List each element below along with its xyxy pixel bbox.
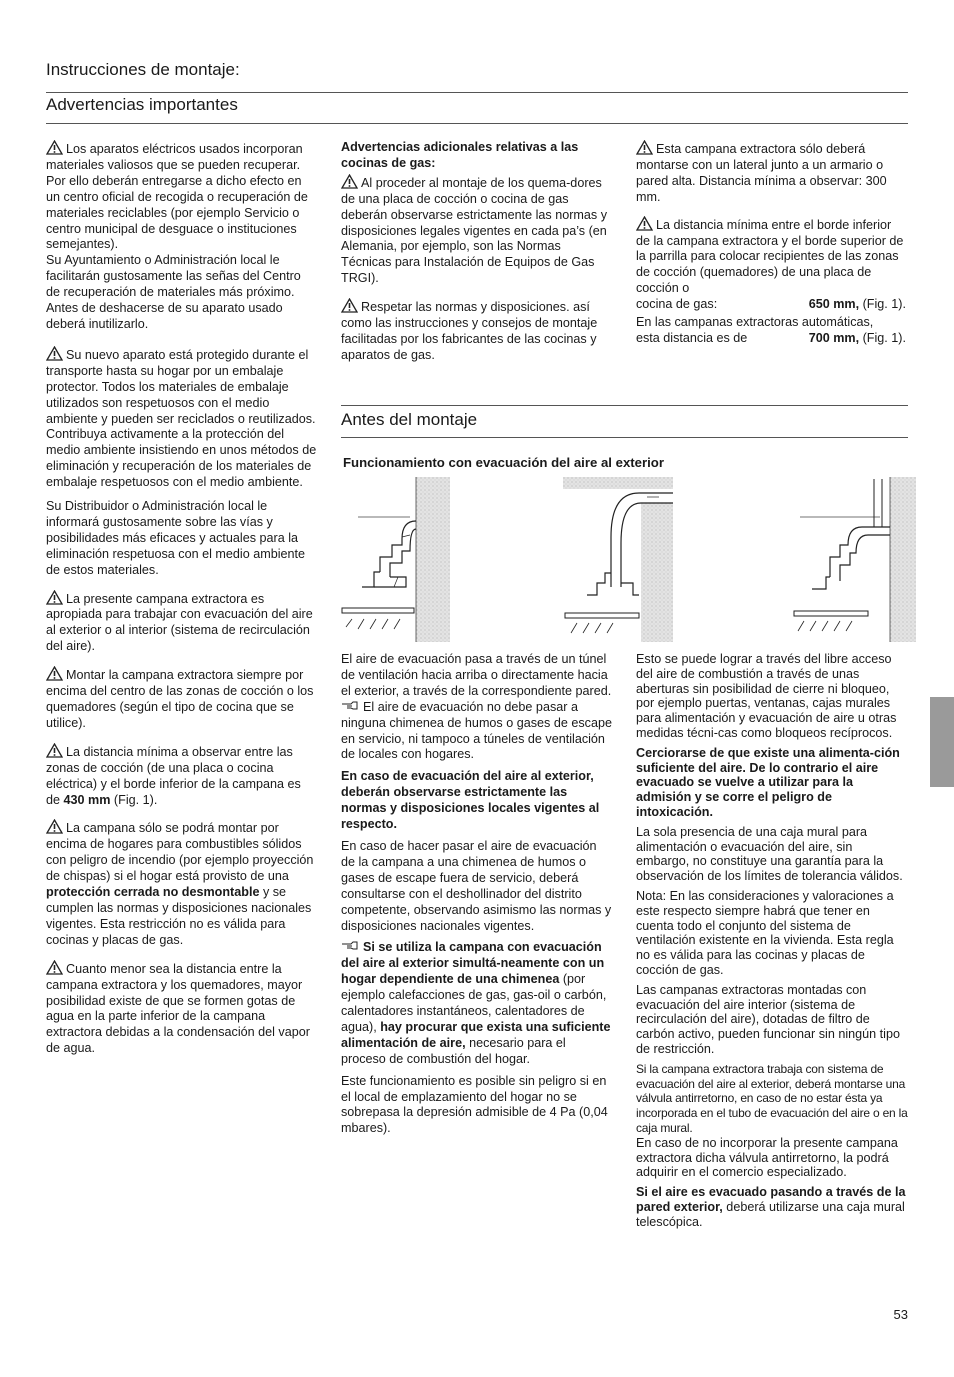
warning-icon bbox=[46, 819, 63, 834]
section-heading: Advertencias importantes bbox=[46, 95, 238, 114]
paragraph: En las campanas extractoras automáticas, bbox=[636, 315, 874, 330]
warning-icon bbox=[46, 346, 63, 361]
paragraph: Cerciorarse de que existe una alimenta-ción suficiente del aire. De lo contrario el aire evacuado se vuelve a utilizar para la admisión y se corre el peligro de intoxicación. bbox=[636, 745, 900, 819]
paragraph: Montar la campana extractora siempre por encima del centro de las zonas de cocción o los quemadores (según el tipo de cocina que se utilice). bbox=[46, 668, 314, 730]
pointing-hand-icon bbox=[341, 941, 359, 951]
warning-icon bbox=[341, 298, 358, 313]
paragraph: Esta campana extractora sólo deberá montarse con un lateral junto a un armario o pared alta. Distancia mínima a observar: 300 mm. bbox=[636, 142, 887, 204]
paragraph: Si el aire es evacuado pasando a través de la pared exterior, deberá utilizarse una caja mural telescópica. bbox=[636, 1185, 906, 1229]
paragraph: Antes de deshacerse de su aparato usado deberá inutilizarlo. bbox=[46, 301, 283, 331]
section-tab-marker bbox=[930, 697, 954, 787]
warning-icon bbox=[46, 960, 63, 975]
warning-icon bbox=[636, 216, 653, 231]
paragraph: El aire de evacuación no debe pasar a ninguna chimenea de humos o gases de escape en servicio, ni tampoco a túneles de ventilación de locales con hogares. bbox=[341, 699, 612, 762]
paragraph: La distancia mínima entre el borde inferior de la campana extractora y el borde superior de la parrilla para colocar recipientes de las zonas de cocción (quemadores) de una placa de cocción o bbox=[636, 217, 904, 296]
paragraph: Al proceder al montaje de los quema-dores de una placa de cocción o cocina de gas deberán observarse estrictamente las normas y disposiciones legales vigentes en cada pa’s (en Alemania, por ejemplo, son las Normas Técnicas para Instalación de Equipos de Gas TRGI). bbox=[341, 175, 607, 286]
paragraph: Nota: En las consideraciones y valoraciones a este respecto siempre habrá que tener en cuenta todo el conjunto del sistema de ventilación existente en la vivienda. Esta regla no es válida para las cocinas y placas de cocción de gas. bbox=[636, 888, 894, 977]
document-title: Instrucciones de montaje: bbox=[46, 60, 240, 79]
exhaust-diagram-wall-bend bbox=[563, 477, 673, 642]
section2-subheading: Funcionamiento con evacuación del aire al exterior bbox=[343, 455, 664, 470]
paragraph: Cuanto menor sea la distancia entre la campana extractora y los quemadores, mayor posibilidad existe de que se formen gotas de agua en la parte inferior de la campana extractora debidas a la condensación del vapor de agua. bbox=[46, 961, 310, 1056]
paragraph: La sola presencia de una caja mural para alimentación o evacuación del aire, sin embargo, no constituye una garantía para la observación de los límites de tolerancia válidos. bbox=[636, 824, 903, 884]
middle-bottom-column bbox=[341, 652, 613, 1145]
paragraph: Su Ayuntamiento o Administración local le facilitarán gustosamente las señas del Centro de recuperación de materiales más próximo. bbox=[46, 253, 301, 300]
paragraph: En caso de no incorporar la presente campana extractora dicha válvula antirretorno, la podrá adquirir en el comercio especializado. bbox=[636, 1135, 898, 1180]
warning-icon bbox=[46, 666, 63, 681]
paragraph: Este funcionamiento es posible sin peligro si en el local de emplazamiento del hogar no se sobrepasa la depresión admisible de 4 Pa (0,04 mbares). bbox=[341, 1073, 608, 1136]
paragraph: Las campanas extractoras montadas con evacuación del aire interior (sistema de recirculación del aire), dotadas de filtro de carbón activo, pueden funcionar sin ningún tipo de restricción. bbox=[636, 982, 900, 1056]
left-column bbox=[46, 140, 318, 1065]
warning-icon bbox=[341, 174, 358, 189]
paragraph: Los aparatos eléctricos usados incorporan materiales valiosos que se pueden recuperar. Por ello deberán entregarse a dicho efecto en un centro oficial de recogida o recuperación de materiales reciclables (por ejemplo Servicio o centro municipal de desguace o instituciones semejantes). bbox=[46, 142, 308, 252]
exhaust-diagram-roof bbox=[340, 477, 450, 642]
paragraph: Si la campana extractora trabaja con sistema de evacuación del aire al exterior, deberá montarse una válvula antirretorno, en caso de no estar ésta ya incorporada en el tubo de evacuación del aire o en la caja mural. bbox=[636, 1061, 908, 1135]
page-number: 53 bbox=[893, 1307, 908, 1322]
paragraph: Su nuevo aparato está protegido durante el transporte hasta su hogar por un embalaje protector. Todos los materiales de embalaje utilizados son respetuosos con el medio ambiente y pueden ser reciclados o reutilizados. Contribuya activamente a la protección del medio ambiente insistiendo en unos métodos de eliminación y recuperación de los materiales de embalaje respetuosos con el medio ambiente. bbox=[46, 347, 317, 490]
section2-heading: Antes del montaje bbox=[341, 410, 478, 429]
section2-rule-bottom bbox=[341, 437, 908, 438]
paragraph: La campana sólo se podrá montar por encima de hogares para combustibles sólidos con peligro de incendio (por ejemplo proyección de chispas) si el hogar está provisto de una protección cerrada no desmontable y se cumplen las normas y disposiciones nacionales vigentes. Esta restricción no es válida para cocinas y placas de gas. bbox=[46, 821, 314, 947]
paragraph: Esto se puede lograr a través del libre acceso del aire de combustión a través de unas aberturas sin posibilidad de cierre ni bloqueo, por ejemplo puertas, ventanas, cajas murales para alimentación y evacuación de aire u otras medidas técni-cas como bloqueos recíprocos. bbox=[636, 652, 897, 740]
warning-icon bbox=[46, 140, 63, 155]
distance-row: cocina de gas: 650 mm, (Fig. 1). bbox=[636, 297, 906, 312]
paragraph: La presente campana extractora es apropiada para trabajar con evacuación del aire al exterior o al interior (sistema de recirculación del aire). bbox=[46, 591, 313, 654]
warning-icon bbox=[636, 140, 653, 155]
gas-warnings-heading: Advertencias adicionales relativas a las cocinas de gas: bbox=[341, 140, 579, 170]
paragraph: Respetar las normas y disposiciones. así como las instrucciones y consejos de montaje facilitadas por los fabricantes de las cocinas y aparatos de gas. bbox=[341, 300, 598, 362]
right-bottom-column bbox=[636, 652, 908, 1237]
warning-icon bbox=[46, 743, 63, 758]
paragraph: Si se utiliza la campana con evacuación del aire al exterior simultá-neamente con un hogar dependiente de una chimenea (por ejemplo calefacciones de gas, gas-oil o carbón, calentadores instantáneos, calentadores de agua), hay procurar que exista una suficiente alimentación de aire, necesario para el proceso de combustión del hogar. bbox=[341, 940, 611, 1066]
header-rule bbox=[46, 92, 908, 93]
exhaust-diagram-wall-direct bbox=[790, 477, 916, 642]
pointing-hand-icon bbox=[341, 701, 359, 711]
warning-icon bbox=[46, 590, 63, 605]
paragraph: En caso de evacuación del aire al exterior, deberán observarse estrictamente las normas y disposiciones locales vigentes al respecto. bbox=[341, 769, 600, 832]
paragraph: Su Distribuidor o Administración local le informará gustosamente sobre las vías y posibilidades más eficaces y actuales para la eliminación respetuosa con el medio ambiente de estos materiales. bbox=[46, 499, 306, 577]
distance-row: esta distancia es de 700 mm, (Fig. 1). bbox=[636, 330, 906, 345]
section-rule bbox=[46, 123, 908, 124]
paragraph: La distancia mínima a observar entre las zonas de cocción (de una placa o cocina eléctrica) y el borde inferior de la campana es de 430 mm (Fig. 1). bbox=[46, 744, 301, 807]
paragraph: En caso de hacer pasar el aire de evacuación de la campana a una chimenea de humos o gases de escape fuera de servicio, deberá consultarse con el deshollinador del distrito competente, observando asimismo las normas y disposiciones nacionales vigentes. bbox=[341, 838, 612, 933]
section2-rule-top bbox=[341, 405, 908, 406]
right-top-column bbox=[636, 140, 906, 347]
middle-top-column bbox=[341, 140, 609, 372]
paragraph: El aire de evacuación pasa a través de un túnel de ventilación hacia arriba o directamente hacia el exterior, a través de la correspondiente pared. bbox=[341, 652, 612, 698]
